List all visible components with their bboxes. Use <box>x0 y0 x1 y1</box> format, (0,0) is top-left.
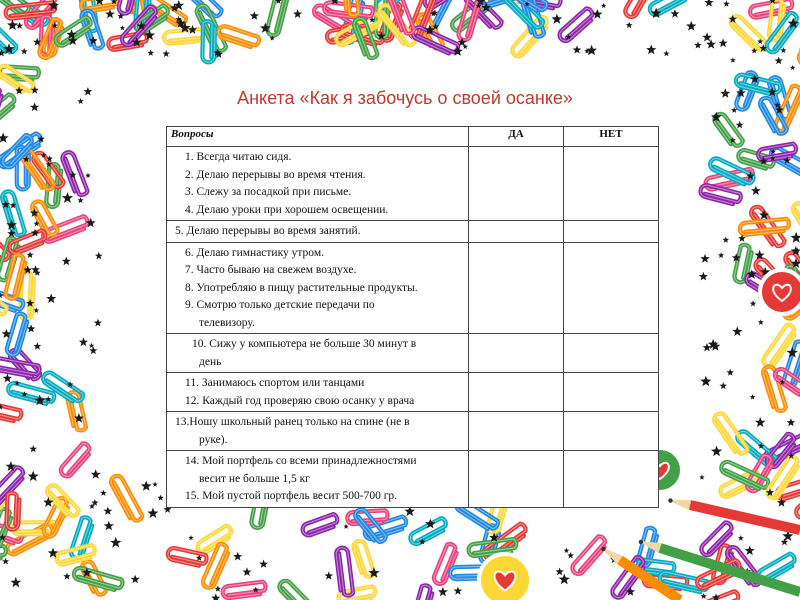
star-icon <box>343 524 348 529</box>
paperclip-icon <box>570 535 609 577</box>
star-icon <box>790 65 796 70</box>
column-header-no: НЕТ <box>564 127 659 147</box>
star-icon <box>63 573 70 580</box>
star-icon <box>671 9 680 18</box>
paperclip-icon <box>301 513 339 537</box>
question-cell <box>167 147 469 221</box>
star-icon <box>100 490 107 496</box>
star-icon <box>700 376 711 387</box>
question-item-continuation: день <box>199 355 222 368</box>
yes-cell[interactable] <box>469 373 564 412</box>
star-icon <box>564 548 570 554</box>
survey-table <box>166 126 659 508</box>
question-item: 3. Слежу за посадкой при письме. <box>185 186 352 198</box>
star-icon <box>723 237 730 243</box>
paperclip-icon <box>109 474 143 524</box>
question-item: 9. Смотрю только детские передачи по <box>185 299 375 311</box>
star-icon <box>104 521 114 531</box>
star-icon <box>755 417 766 427</box>
heart-sticker-icon <box>479 554 531 600</box>
star-icon <box>21 48 28 55</box>
no-cell[interactable] <box>564 373 659 412</box>
star-icon <box>556 568 564 576</box>
star-icon <box>233 552 242 561</box>
yes-cell[interactable] <box>469 451 564 508</box>
star-icon <box>700 254 709 263</box>
paperclip-icon <box>277 578 320 600</box>
star-icon <box>699 475 705 480</box>
star-icon <box>745 546 755 556</box>
star-icon <box>120 25 125 30</box>
star-icon <box>719 38 728 47</box>
star-icon <box>27 251 34 258</box>
star-icon <box>211 593 220 600</box>
star-icon <box>16 22 23 29</box>
star-icon <box>750 394 756 399</box>
paperclip-icon <box>557 7 596 43</box>
star-icon <box>736 121 744 128</box>
star-icon <box>732 326 742 336</box>
paperclip-icon <box>623 0 651 19</box>
star-icon <box>79 337 88 346</box>
question-item: 4. Делаю уроки при хорошем освещении. <box>185 203 389 216</box>
star-icon <box>157 495 163 501</box>
header-row <box>167 127 659 147</box>
paperclip-icon <box>222 581 266 598</box>
question-cell <box>167 451 469 508</box>
paperclip-icon <box>797 49 800 87</box>
star-icon <box>293 9 302 18</box>
star-icon <box>559 574 570 585</box>
no-cell[interactable] <box>564 412 659 451</box>
table-row <box>167 373 659 412</box>
star-icon <box>730 57 736 62</box>
star-icon <box>787 418 796 426</box>
star-icon <box>62 192 73 203</box>
star-icon <box>702 32 712 41</box>
star-icon <box>601 3 606 8</box>
star-icon <box>646 45 656 55</box>
star-icon <box>438 587 448 596</box>
no-cell[interactable] <box>564 221 659 243</box>
no-cell[interactable] <box>564 242 659 334</box>
question-cell <box>167 412 469 451</box>
star-icon <box>325 571 334 579</box>
star-icon <box>152 482 158 487</box>
star-icon <box>738 535 744 541</box>
table-row <box>167 242 659 334</box>
star-icon <box>94 319 102 327</box>
question-item: 12. Каждый год проверяю свою осанку у врача <box>185 394 415 407</box>
question-item: 15. Мой пустой портфель весит 500-700 гр. <box>185 490 398 502</box>
yes-cell[interactable] <box>469 242 564 334</box>
no-cell[interactable] <box>564 334 659 373</box>
question-cell <box>167 242 469 334</box>
star-icon <box>147 508 158 518</box>
question-item: 2. Делаю перерывы во время чтения. <box>185 168 366 181</box>
star-icon <box>103 507 112 515</box>
star-icon <box>83 87 92 96</box>
star-icon <box>28 471 39 482</box>
star-icon <box>95 252 103 259</box>
paperclip-icon <box>266 0 290 37</box>
star-icon <box>791 232 800 243</box>
star-icon <box>131 575 140 584</box>
yes-cell[interactable] <box>469 221 564 243</box>
star-icon <box>706 39 716 49</box>
star-icon <box>775 57 783 65</box>
paperclip-icon <box>699 184 741 206</box>
star-icon <box>110 537 121 548</box>
yes-cell[interactable] <box>469 147 564 221</box>
star-icon <box>758 319 764 325</box>
star-icon <box>33 342 41 350</box>
column-header-questions: Вопросы <box>167 127 469 147</box>
star-icon <box>250 11 259 20</box>
star-icon <box>91 469 101 478</box>
star-icon <box>29 445 37 452</box>
star-icon <box>720 88 730 98</box>
star-icon <box>711 446 722 457</box>
question-item-continuation: руке). <box>199 433 228 446</box>
question-cell <box>167 221 469 243</box>
paperclip-icon <box>411 584 434 600</box>
star-icon <box>573 45 582 53</box>
question-item: 6. Делаю гимнастику утром. <box>185 246 324 259</box>
table-row <box>167 221 659 243</box>
star-icon <box>147 49 154 56</box>
star-icon <box>704 0 713 7</box>
heart-sticker-icon <box>760 270 800 314</box>
paperclip-icon <box>58 442 92 479</box>
star-icon <box>552 14 563 24</box>
star-icon <box>77 197 83 203</box>
paperclip-icon <box>187 0 223 20</box>
yes-cell[interactable] <box>469 412 564 451</box>
question-item-continuation: телевизору. <box>199 316 255 329</box>
question-cell <box>167 334 469 373</box>
star-icon <box>586 45 597 56</box>
star-icon <box>10 577 21 587</box>
star-icon <box>259 560 268 568</box>
star-icon <box>243 567 252 576</box>
star-icon <box>30 102 39 111</box>
paperclip-icon <box>1 190 26 237</box>
paperclip-icon <box>408 517 448 546</box>
question-item: 7. Часто бываю на свежем воздухе. <box>185 264 357 276</box>
star-icon <box>751 186 761 195</box>
star-icon <box>188 535 193 540</box>
question-item: 14. Мой портфель со всеми принадлежностями <box>185 455 417 467</box>
no-cell[interactable] <box>564 147 659 221</box>
star-icon <box>781 538 789 545</box>
star-icon <box>699 272 708 281</box>
star-icon <box>567 552 574 558</box>
question-item: 13.Ношу школьный ранец только на спине (не в <box>175 416 410 428</box>
paperclip-icon <box>335 547 353 596</box>
star-icon <box>663 50 669 56</box>
star-icon <box>686 21 696 31</box>
question-item: 11. Занимаюсь спортом или танцами <box>185 377 365 389</box>
star-icon <box>720 382 728 389</box>
star-icon <box>780 47 786 53</box>
star-icon <box>592 9 602 19</box>
question-item-continuation: весит не больше 1,5 кг <box>199 472 310 485</box>
table-row <box>167 334 659 373</box>
star-icon <box>162 50 170 57</box>
star-icon <box>0 133 9 143</box>
star-icon <box>694 41 702 48</box>
paperclip-icon <box>761 323 798 368</box>
no-cell[interactable] <box>564 451 659 508</box>
star-icon <box>454 587 463 595</box>
star-icon <box>141 481 152 491</box>
star-icon <box>46 294 56 304</box>
star-icon <box>626 22 633 28</box>
page-title: Анкета «Как я забочусь о своей осанке» <box>237 88 573 108</box>
table-row <box>167 412 659 451</box>
star-icon <box>3 374 12 383</box>
question-item: 8. Употребляю в пищу растительные продукты. <box>185 281 418 294</box>
question-item: 1. Всегда читаю сидя. <box>185 151 292 163</box>
star-icon <box>62 257 71 266</box>
question-item: 5. Делаю перерывы во время занятий. <box>175 225 361 237</box>
table-row <box>167 451 659 508</box>
star-icon <box>2 558 9 565</box>
column-header-yes: ДА <box>469 127 564 147</box>
star-icon <box>718 252 724 258</box>
table-row <box>167 147 659 221</box>
question-item: 10. Сижу у компьютера не больше 30 минут в <box>192 338 417 350</box>
star-icon <box>723 0 730 6</box>
paperclip-icon <box>5 313 29 357</box>
star-icon <box>727 369 735 376</box>
paperclip-icon <box>0 401 22 423</box>
yes-cell[interactable] <box>469 334 564 373</box>
star-icon <box>85 173 91 178</box>
star-icon <box>7 20 18 31</box>
star-icon <box>750 300 757 306</box>
question-cell <box>167 373 469 412</box>
star-icon <box>78 98 84 104</box>
